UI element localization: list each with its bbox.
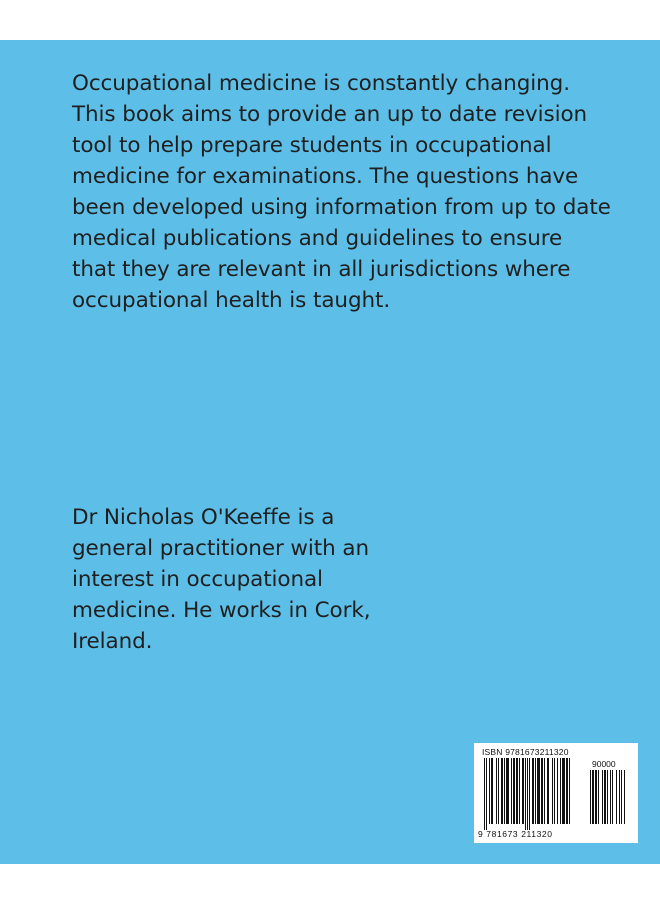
ean-digits: 9 781673 211320 <box>478 829 553 839</box>
author-bio: Dr Nicholas O'Keeffe is a general practitioner with an interest in occupational medicine. He works in Cork, Ireland. <box>72 505 371 654</box>
addon-bars <box>590 770 632 828</box>
back-cover <box>0 40 660 864</box>
isbn-barcode <box>474 743 638 843</box>
price-code: 90000 <box>592 759 616 769</box>
ean13-bars <box>484 758 586 830</box>
book-description: Occupational medicine is constantly changing. This book aims to provide an up to date revision tool to help prepare students in occupational medicine for examinations. The questions have been developed using information from up to date medical publications and guidelines to ensure that they are relevant in all jurisdictions where occupational health is taught. <box>72 71 611 313</box>
isbn-label: ISBN 9781673211320 <box>482 747 569 757</box>
